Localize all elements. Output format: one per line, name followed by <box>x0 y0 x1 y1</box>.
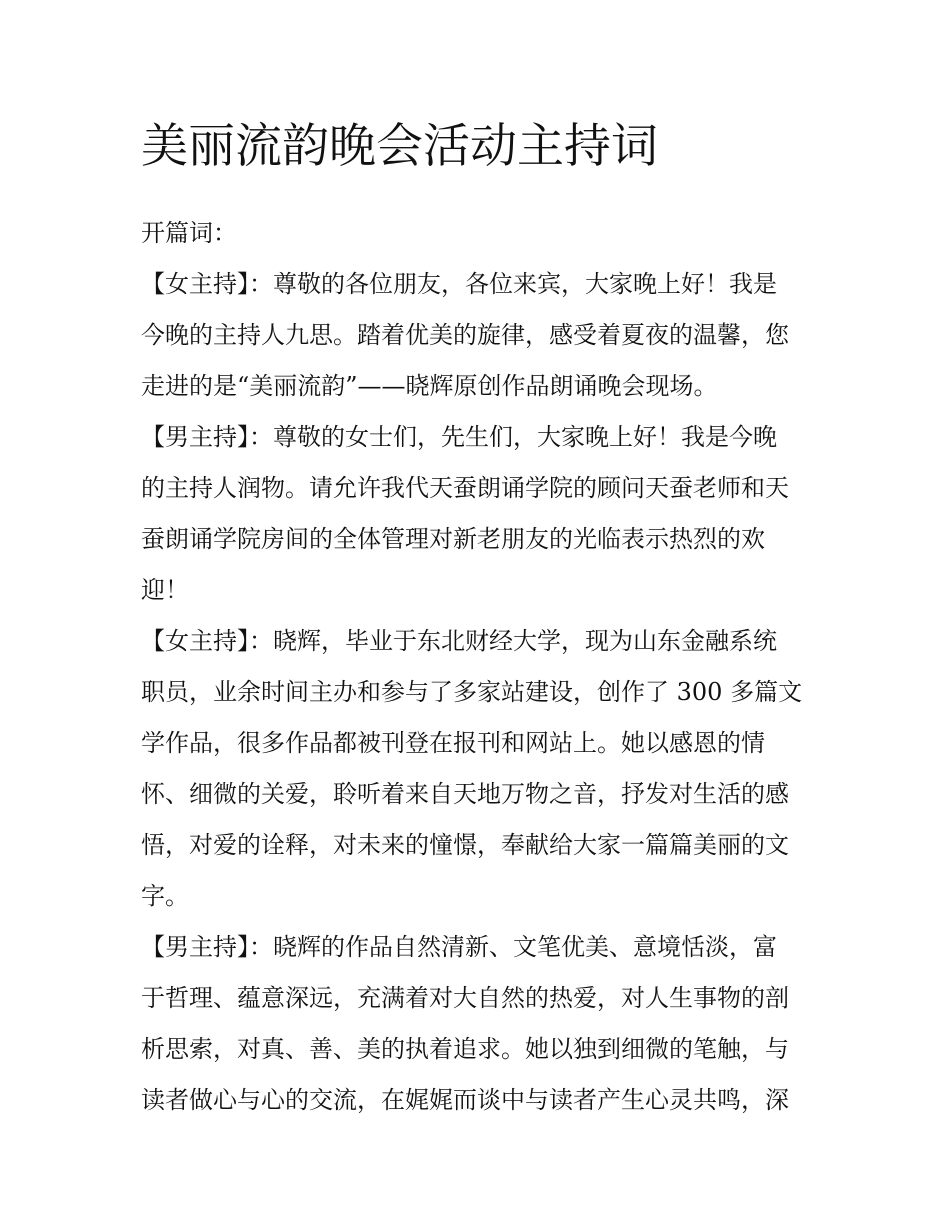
paragraph-line: 怀、细微的关爱，聆听着来自天地万物之音，抒发对生活的感 <box>141 780 789 808</box>
section-label: 开篇词： <box>141 219 237 247</box>
paragraph-line: 职员，业余时间主办和参与了多家站建设，创作了 300 多篇文 <box>141 678 803 706</box>
paragraph-line: 走进的是“美丽流韵”——晓辉原创作品朗诵晚会现场。 <box>141 372 718 400</box>
paragraph-line: 读者做心与心的交流，在娓娓而谈中与读者产生心灵共鸣，深 <box>141 1086 789 1114</box>
paragraph-line: 于哲理、蕴意深远，充满着对大自然的热爱，对人生事物的剖 <box>141 984 789 1012</box>
paragraph-line: 析思索，对真、善、美的执着追求。她以独到细微的笔触，与 <box>141 1035 789 1063</box>
paragraph-line: 【女主持】：晓辉，毕业于东北财经大学，现为山东金融系统 <box>141 627 777 655</box>
paragraph-line: 【男主持】：尊敬的女士们，先生们，大家晚上好！我是今晚 <box>141 423 777 451</box>
paragraph-line: 【女主持】：尊敬的各位朋友，各位来宾，大家晚上好！我是 <box>141 270 777 298</box>
document-title: 美丽流韵晚会活动主持词 <box>141 119 658 174</box>
paragraph-line: 悟，对爱的诠释，对未来的憧憬，奉献给大家一篇篇美丽的文 <box>141 831 789 859</box>
paragraph-line: 【男主持】：晓辉的作品自然清新、文笔优美、意境恬淡，富 <box>141 933 777 961</box>
paragraph-line: 学作品，很多作品都被刊登在报刊和网站上。她以感恩的情 <box>141 729 765 757</box>
paragraph-line: 的主持人润物。请允许我代天蚕朗诵学院的顾问天蚕老师和天 <box>141 474 789 502</box>
paragraph-line: 蚕朗诵学院房间的全体管理对新老朋友的光临表示热烈的欢 <box>141 525 765 553</box>
document-page <box>141 112 813 1126</box>
paragraph-line: 今晚的主持人九思。踏着优美的旋律，感受着夏夜的温馨，您 <box>141 321 789 349</box>
paragraph-line: 迎！ <box>141 576 189 604</box>
paragraph-line: 字。 <box>141 882 189 910</box>
